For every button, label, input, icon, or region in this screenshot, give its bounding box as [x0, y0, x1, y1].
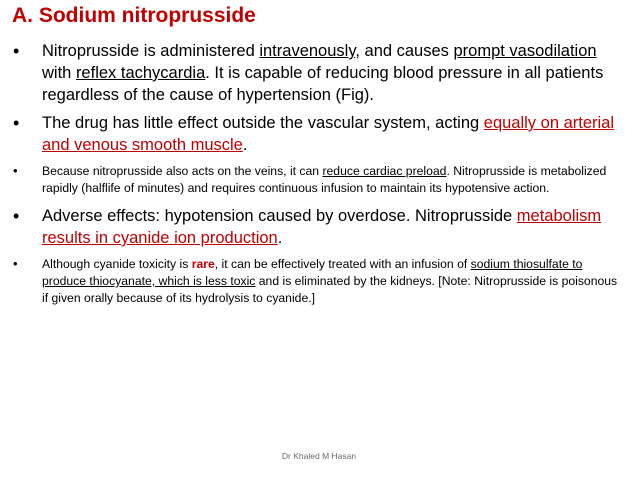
term-reduce-cardiac-preload: reduce cardiac preload [322, 164, 447, 178]
bullet-item-administration [12, 40, 622, 106]
bullet-text: Nitroprusside is administered intravenously, and causes prompt vasodilation with reflex tachycardia. It is capable of reducing blood pressure in all patients regardless of the cause of hypertension (Fig). [42, 42, 604, 104]
term-arterial-venous: equally on arterial and venous smooth muscle [42, 114, 615, 154]
slide-footer: Dr Khaled M Hasan [281, 451, 357, 461]
term-sodium-thiosulfate: sodium thiosulfate to produce thiocyanate, which is less toxic [42, 257, 583, 288]
term-prompt-vasodilation: prompt vasodilation [453, 42, 597, 60]
term-cyanide-production: metabolism results in cyanide ion production [42, 207, 602, 247]
bullet-marker: • [13, 206, 20, 226]
bullet-marker: • [13, 163, 18, 178]
bullet-text: Adverse effects: hypotension caused by overdose. Nitroprusside metabolism results in cyanide ion production. [42, 207, 602, 247]
bullet-marker: • [13, 41, 20, 61]
term-rare: rare [191, 257, 215, 271]
bullet-item-adverse-effects [12, 205, 622, 249]
bullet-marker: • [13, 256, 18, 271]
bullet-marker: • [13, 113, 20, 133]
bullet-item-vascular-effect [12, 112, 622, 156]
bullet-list [12, 40, 622, 315]
bullet-text: Although cyanide toxicity is rare, it can be effectively treated with an infusion of sodium thiosulfate to produce thiocyanate, which is less toxic and is eliminated by the kidneys. [Note: Nitroprusside is poisonous if given orally because of its hydrolysis to cyanide.] [42, 257, 618, 305]
bullet-text: Because nitroprusside also acts on the veins, it can reduce cardiac preload. Nitroprusside is metabolized rapidly (halflife of minutes) and requires continuous infusion to maintain its hypotensive action. [42, 164, 607, 195]
slide-title: A. Sodium nitroprusside [12, 4, 256, 27]
bullet-text: The drug has little effect outside the vascular system, acting equally on arterial and venous smooth muscle. [42, 114, 615, 154]
term-intravenously: intravenously [259, 42, 356, 60]
term-reflex-tachycardia: reflex tachycardia [75, 64, 206, 82]
bullet-item-preload [12, 162, 622, 197]
bullet-item-cyanide-toxicity [12, 255, 622, 307]
